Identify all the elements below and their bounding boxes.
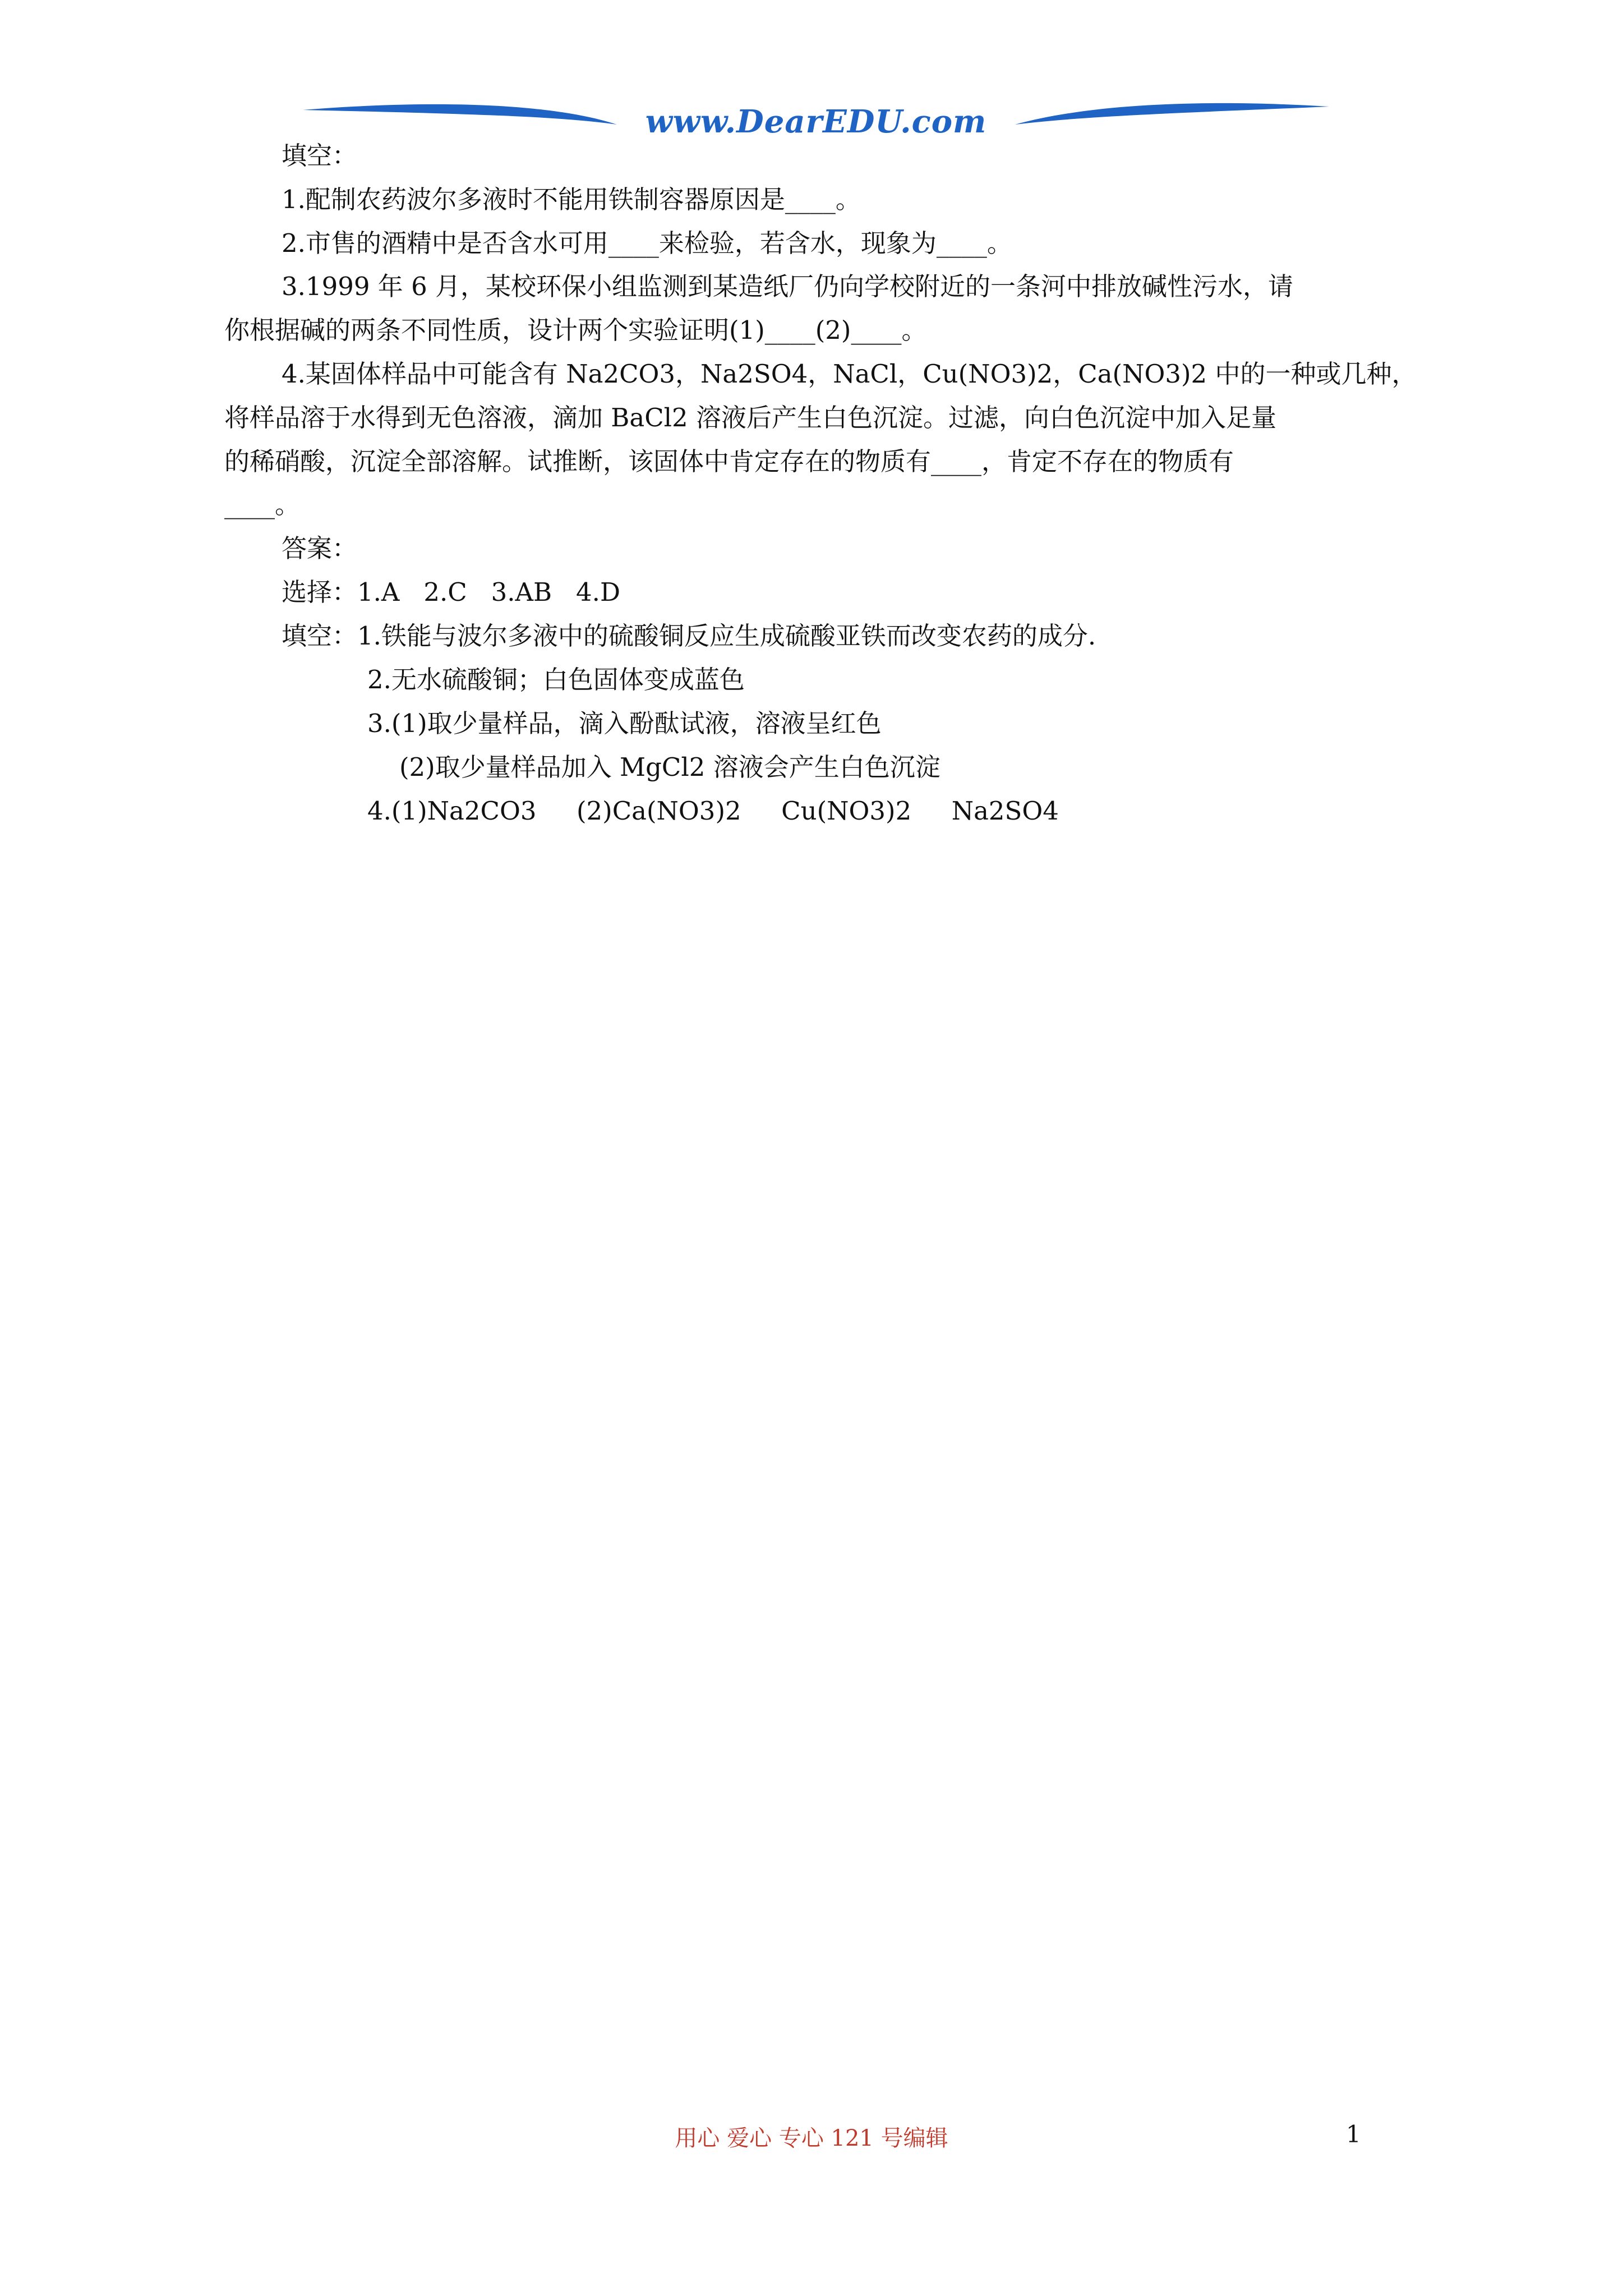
questions-heading: 填空：: [282, 141, 358, 171]
footer-text: 用心 爱心 专心 121 号编辑: [675, 2125, 948, 2151]
question-4-line-3: 的稀硝酸，沉淀全部溶解。试推断，该固体中肯定存在的物质有____，肯定不存在的物质有: [224, 447, 1234, 476]
site-header-banner: [303, 99, 1329, 149]
answer-choice: 选择：1.A 2.C 3.AB 4.D: [282, 577, 621, 607]
answer-fill-2: 2.无水硫酸铜；白色固体变成蓝色: [367, 665, 745, 694]
answer-fill-3-1: 3.(1)取少量样品，滴入酚酞试液，溶液呈红色: [367, 708, 882, 738]
question-4-line-2: 将样品溶于水得到无色溶液，滴加 BaCl2 溶液后产生白色沉淀。过滤，向白色沉淀中加入足量: [224, 403, 1276, 432]
question-3-line-1: 3.1999 年 6 月，某校环保小组监测到某造纸厂仍向学校附近的一条河中排放碱性污水，请: [282, 272, 1294, 301]
page-number: 1: [1346, 2120, 1361, 2148]
question-2: 2.市售的酒精中是否含水可用____来检验，若含水，现象为____。: [282, 228, 1012, 258]
question-4-line-4: ____。: [224, 490, 301, 519]
question-4-line-1: 4.某固体样品中可能含有 Na2CO3，Na2SO4，NaCl，Cu(NO3)2，Ca(NO3)2 中的一种或几种，: [282, 359, 1417, 389]
answer-fill-1: 填空：1.铁能与波尔多液中的硫酸铜反应生成硫酸亚铁而改变农药的成分.: [282, 621, 1096, 651]
answer-fill-4: 4.(1)Na2CO3 (2)Ca(NO3)2 Cu(NO3)2 Na2SO4: [367, 796, 1059, 826]
answers-heading: 答案：: [282, 533, 358, 563]
site-url: www.DearEDU.com: [645, 103, 987, 140]
question-1: 1.配制农药波尔多液时不能用铁制容器原因是____。: [282, 185, 861, 214]
question-3-line-2: 你根据碱的两条不同性质，设计两个实验证明(1)____(2)____。: [224, 315, 927, 345]
answer-fill-3-2: (2)取少量样品加入 MgCl2 溶液会产生白色沉淀: [399, 752, 940, 782]
